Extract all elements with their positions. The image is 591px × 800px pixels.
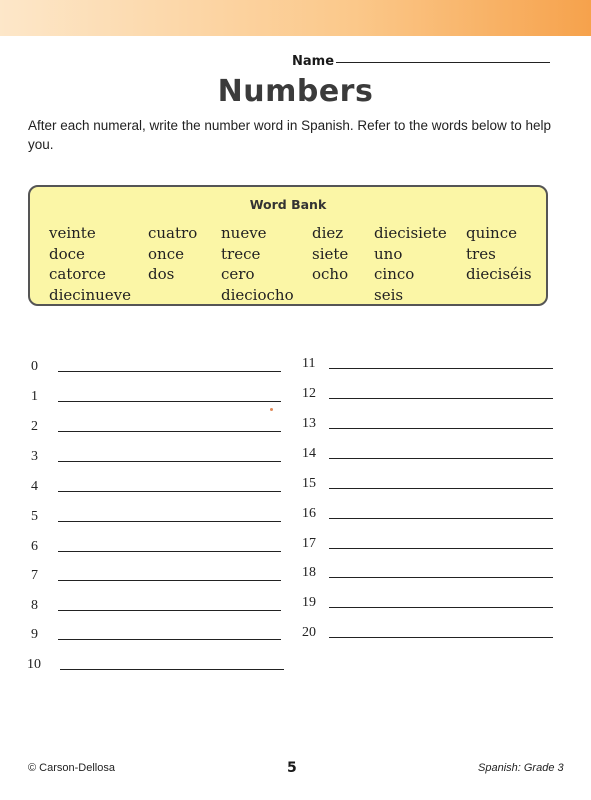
numeral: 7 — [31, 568, 38, 583]
series-title: Spanish: Grade 3 — [478, 762, 564, 774]
word-bank-word: ocho — [312, 265, 349, 283]
word-bank-column-6 — [466, 223, 532, 285]
numeral: 8 — [31, 598, 38, 613]
word-bank-word: diez — [312, 224, 344, 242]
word-bank-word: cuatro — [148, 224, 198, 242]
answer-row — [31, 359, 283, 379]
answer-row — [31, 449, 283, 469]
answer-line[interactable] — [58, 521, 281, 522]
answer-row — [302, 625, 554, 645]
answer-line[interactable] — [329, 458, 553, 459]
word-bank-word: trece — [221, 244, 261, 263]
word-bank-word: catorce — [49, 265, 106, 283]
numeral: 15 — [302, 476, 316, 491]
word-bank-word: dieciséis — [466, 265, 532, 283]
answer-line[interactable] — [329, 637, 553, 638]
word-bank-word: cero — [221, 265, 255, 283]
answer-line[interactable] — [58, 431, 281, 432]
name-label: Name — [292, 54, 335, 69]
page-title: Numbers — [217, 74, 374, 109]
numeral: 20 — [302, 625, 316, 640]
word-bank-word: diecinueve — [49, 285, 132, 304]
numeral: 14 — [302, 446, 316, 461]
word-bank-column-3 — [221, 223, 294, 305]
word-bank-word: tres — [466, 244, 496, 263]
word-bank-word: dieciocho — [221, 285, 294, 304]
answer-row — [302, 565, 554, 585]
numeral: 11 — [302, 356, 316, 371]
answer-line[interactable] — [58, 551, 281, 552]
numeral: 12 — [302, 386, 316, 401]
answer-row — [302, 506, 554, 526]
answer-row — [31, 598, 283, 618]
numeral: 19 — [302, 595, 316, 610]
answer-row — [31, 539, 283, 559]
answer-line[interactable] — [58, 610, 281, 611]
numeral: 18 — [302, 565, 316, 580]
answer-row — [302, 595, 554, 615]
word-bank-word: veinte — [49, 224, 96, 242]
word-bank — [28, 185, 548, 306]
answer-line[interactable] — [60, 669, 284, 670]
word-bank-column-4 — [312, 223, 348, 285]
answer-line[interactable] — [58, 371, 281, 372]
numeral: 2 — [31, 419, 38, 434]
numeral: 9 — [31, 627, 38, 642]
numeral: 16 — [302, 506, 316, 521]
answer-row — [31, 627, 283, 647]
word-bank-word: dos — [148, 265, 175, 283]
numeral: 1 — [31, 389, 38, 404]
page-number: 5 — [287, 760, 297, 776]
answer-row — [31, 389, 283, 409]
answer-line[interactable] — [58, 461, 281, 462]
word-bank-word: quince — [466, 224, 517, 242]
answer-row — [27, 657, 285, 677]
answer-line[interactable] — [329, 368, 553, 369]
word-bank-word: seis — [374, 285, 404, 304]
word-bank-word: cinco — [374, 265, 415, 283]
numeral: 6 — [31, 539, 38, 554]
header-band — [0, 0, 591, 36]
word-bank-title: Word Bank — [249, 197, 327, 212]
numeral: 10 — [27, 657, 41, 672]
answer-row — [302, 446, 554, 466]
answer-row — [31, 479, 283, 499]
answer-row — [31, 509, 283, 529]
paper-speck — [270, 408, 273, 411]
answer-line[interactable] — [329, 607, 553, 608]
answer-row — [302, 476, 554, 496]
answer-row — [302, 416, 554, 436]
answer-row — [31, 419, 283, 439]
numeral: 13 — [302, 416, 316, 431]
answer-row — [31, 568, 283, 588]
word-bank-word: once — [148, 244, 184, 263]
answer-row — [302, 386, 554, 406]
answer-row — [302, 536, 554, 556]
answer-line[interactable] — [329, 398, 553, 399]
numeral: 5 — [31, 509, 38, 524]
answer-line[interactable] — [58, 491, 281, 492]
name-field — [292, 50, 552, 68]
answer-line[interactable] — [329, 548, 553, 549]
word-bank-word: siete — [312, 244, 349, 263]
word-bank-word: uno — [374, 244, 403, 263]
word-bank-column-2 — [148, 223, 197, 285]
answer-line[interactable] — [58, 639, 281, 640]
answer-line[interactable] — [329, 488, 553, 489]
word-bank-word: doce — [49, 244, 85, 263]
name-line — [336, 62, 550, 63]
numeral: 4 — [31, 479, 38, 494]
word-bank-column-5 — [374, 223, 447, 305]
word-bank-word: diecisiete — [374, 224, 447, 242]
copyright: © Carson-Dellosa — [28, 762, 115, 774]
answer-line[interactable] — [329, 518, 553, 519]
numeral: 3 — [31, 449, 38, 464]
numeral: 17 — [302, 536, 316, 551]
answer-line[interactable] — [329, 577, 553, 578]
answer-line[interactable] — [329, 428, 553, 429]
word-bank-column-1 — [49, 223, 131, 305]
word-bank-word: nueve — [221, 224, 267, 242]
numeral: 0 — [31, 359, 38, 374]
instructions: After each numeral, write the number word in Spanish. Refer to the words below to help you. — [28, 118, 552, 152]
answer-line[interactable] — [58, 401, 281, 402]
answer-line[interactable] — [58, 580, 281, 581]
answer-row — [302, 356, 554, 376]
